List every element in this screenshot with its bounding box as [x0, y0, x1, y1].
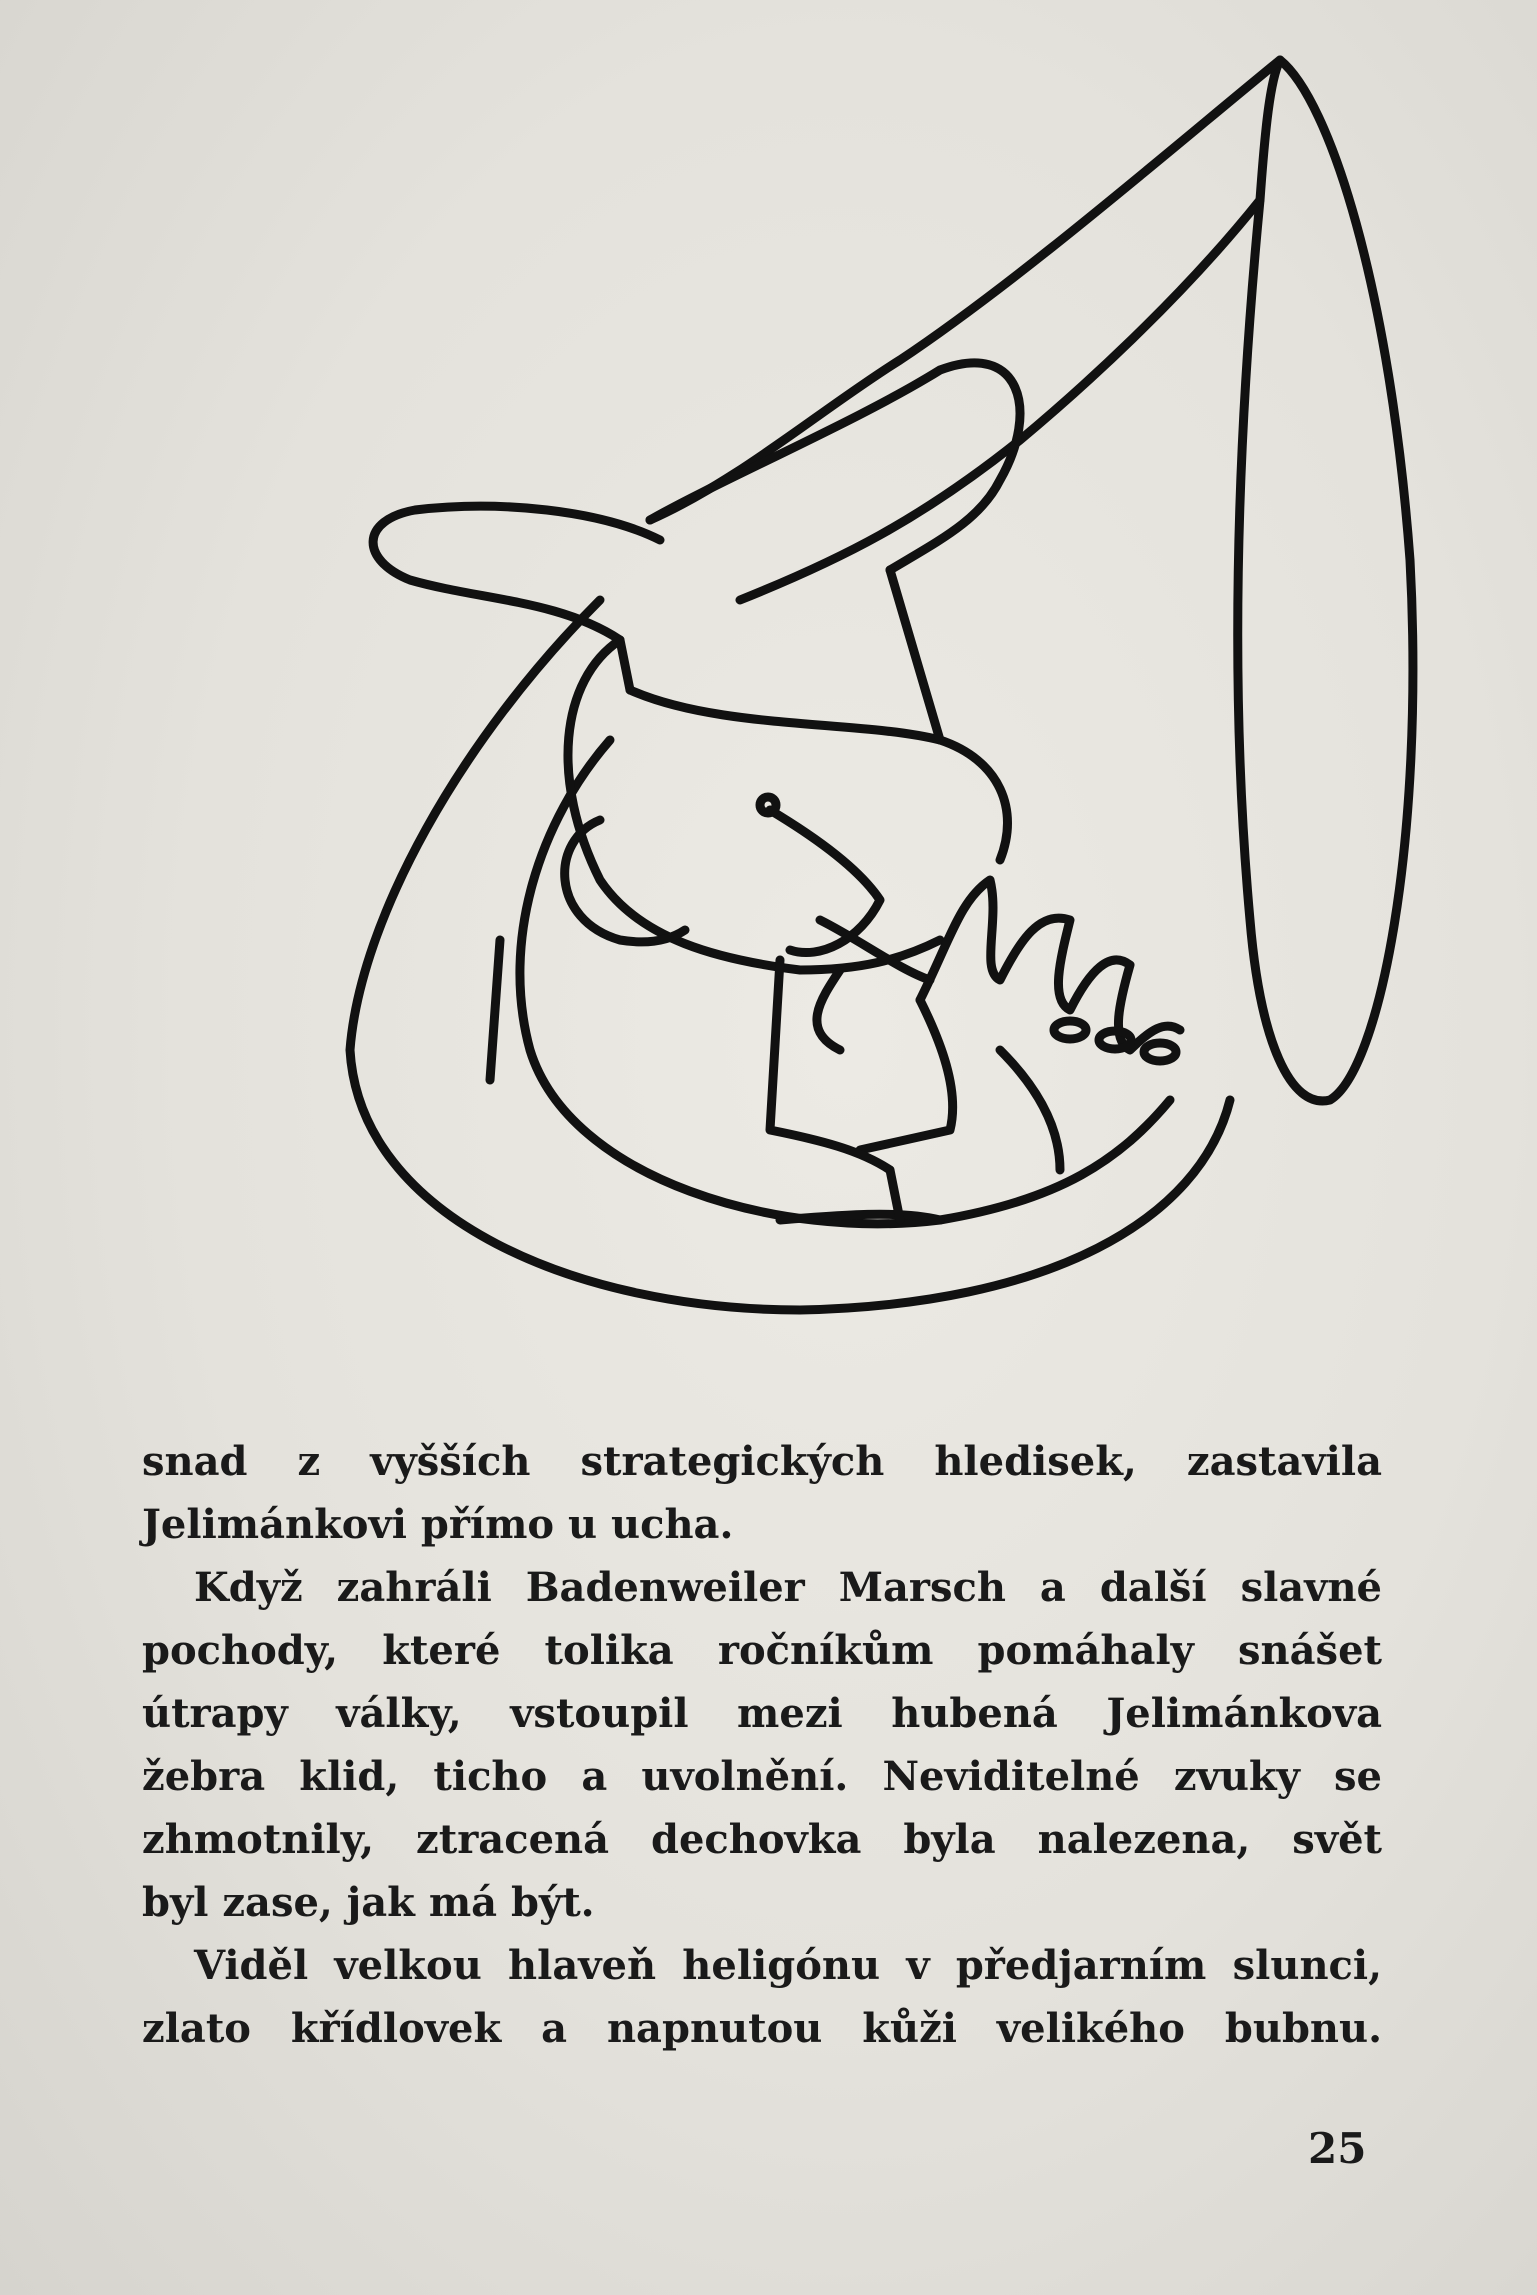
text-line: pochody, které tolika ročníkům pomáhaly snášet	[142, 1627, 1382, 1674]
text-line: byl zase, jak má být.	[142, 1879, 595, 1926]
helicon-bell	[1238, 60, 1413, 1101]
text-line: snad z vyšších strategických hledisek, zastavila	[142, 1438, 1382, 1485]
paragraph-2	[142, 1556, 1382, 1934]
text-line: zlato křídlovek a napnutou kůži velikého bubnu.	[142, 2005, 1382, 2052]
page-number: 25	[1308, 2124, 1367, 2173]
text-line: žebra klid, ticho a uvolnění. Neviditelné zvuky se	[142, 1753, 1382, 1800]
body-text	[142, 1430, 1382, 2060]
text-line: Viděl velkou hlaveň heligónu v předjarním slunci,	[194, 1942, 1382, 1989]
text-line: zhmotnily, ztracená dechovka byla nalezena, svět	[142, 1816, 1382, 1863]
text-line: Jelimánkovi přímo u ucha.	[142, 1501, 734, 1548]
text-line: útrapy války, vstoupil mezi hubená Jelimánkova	[142, 1690, 1382, 1737]
paragraph-1	[142, 1430, 1382, 1556]
text-line: Když zahráli Badenweiler Marsch a další slavné	[194, 1564, 1382, 1611]
paragraph-3	[142, 1934, 1382, 2060]
helicon-player-drawing-icon	[300, 40, 1460, 1330]
